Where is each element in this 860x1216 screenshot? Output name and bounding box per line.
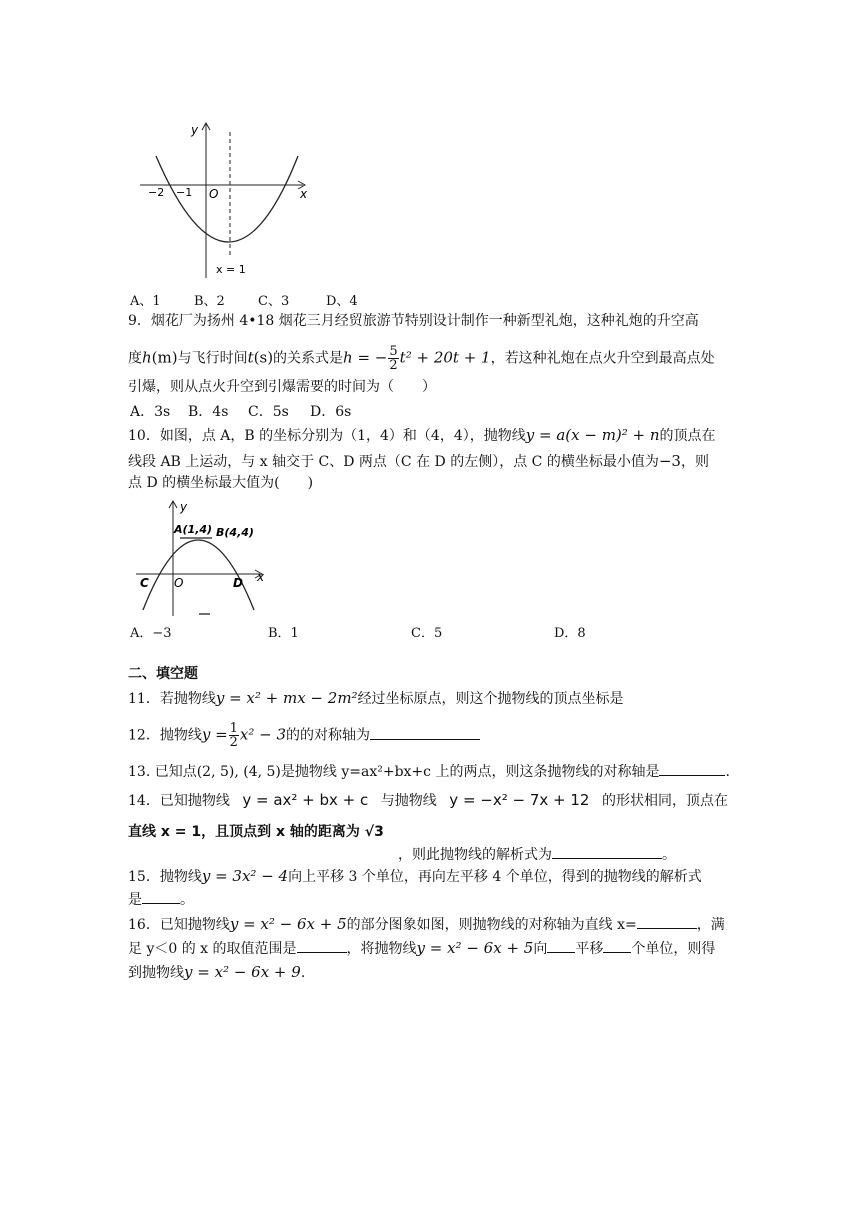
q14-line1: 14．已知抛物线 y = ax² + bx + c 与抛物线 y = −x² − 7x + 12 的形状相同，顶点在 bbox=[128, 791, 728, 809]
y-axis-label: y bbox=[180, 500, 188, 514]
q10-options bbox=[130, 622, 586, 641]
q9-fraction: $\frac{5}{2}$ bbox=[389, 344, 398, 373]
q10-option-d[interactable]: D．8 bbox=[554, 626, 586, 641]
q16-line3: 到抛物线y = x² − 6x + 9. bbox=[128, 963, 306, 981]
q10-line1: 10．如图，点 A，B 的坐标分别为（1，4）和（4，4），抛物线y = a(x − m)² + n的顶点在 bbox=[128, 426, 716, 444]
tick-label-neg2: −2 bbox=[148, 186, 165, 199]
parabola-curve bbox=[156, 156, 298, 242]
q13: 13. 已知点(2, 5), (4, 5)是抛物线 y=ax²+bx+c 上的两点，则这条抛物线的对称轴是 . bbox=[128, 761, 730, 782]
tick-label-neg1: −1 bbox=[176, 186, 193, 199]
point-a-label: A(1,4) bbox=[174, 523, 213, 536]
parabola-figure-q10 bbox=[136, 498, 276, 620]
q10-option-a[interactable]: A．−3 bbox=[130, 626, 172, 641]
q9-option-c[interactable]: C．5s bbox=[248, 404, 289, 420]
q9-option-a[interactable]: A．3s bbox=[130, 404, 171, 420]
point-b-label: B(4,4) bbox=[216, 526, 254, 539]
q12: 12．抛物线y = $\frac{1}{2}$ x² − 3的的对称轴为 bbox=[128, 722, 480, 749]
q10-option-b[interactable]: B．1 bbox=[268, 626, 299, 641]
q8-options bbox=[130, 290, 358, 309]
point-d-label: D bbox=[233, 576, 243, 590]
q10-line2: 线段 AB 上运动，与 x 轴交于 C、D 两点（C 在 D 的左侧），点 C 的横坐标最小值为−3，则 bbox=[128, 452, 709, 470]
q11-formula: y = x² + mx − 2m² bbox=[215, 689, 358, 707]
q16-axis-blank[interactable] bbox=[637, 914, 697, 929]
q15-line1: 15．抛物线y = 3x² − 4向上平移 3 个单位，再向左平移 4 个单位，得到的抛物线的解析式 bbox=[128, 867, 702, 885]
q9-line2: 度h(m)与飞行时间t(s)的关系式是h = − $\frac{5}{2}$ t² + 20t + 1，若这种礼炮在点火升空到最高点处 bbox=[128, 344, 715, 373]
q9-options bbox=[130, 401, 351, 421]
q12-fraction: $\frac{1}{2}$ bbox=[229, 721, 238, 750]
q16-formula-2: y = x² − 6x + 5 bbox=[416, 939, 534, 957]
y-axis-label: y bbox=[191, 123, 199, 137]
q16-direction-blank[interactable] bbox=[547, 938, 575, 953]
q9-formula-rhs: t² + 20t + 1 bbox=[399, 348, 491, 367]
q16-formula-1: y = x² − 6x + 5 bbox=[229, 915, 347, 933]
parabola-figure-q8 bbox=[138, 120, 318, 282]
point-c-label: C bbox=[140, 576, 149, 590]
q14-answer-blank[interactable] bbox=[552, 844, 662, 859]
q16-line2: 足 y＜0 的 x 的取值范围是 ，将抛物线y = x² − 6x + 5向 平移 个单位，则得 bbox=[128, 939, 716, 957]
q16-range-blank[interactable] bbox=[297, 938, 347, 953]
q11: 11．若抛物线y = x² + mx − 2m²经过坐标原点，则这个抛物线的顶点坐标是 bbox=[128, 689, 624, 707]
q9-option-b[interactable]: B．4s bbox=[188, 404, 229, 420]
x-axis-label: x bbox=[300, 187, 308, 201]
origin-label: O bbox=[174, 576, 184, 590]
q9-formula-lhs: h = − bbox=[343, 348, 388, 367]
q10-line3: 点 D 的横坐标最大值为( ) bbox=[128, 475, 314, 491]
q14-line3: ，则此抛物线的解析式为 。 bbox=[398, 844, 676, 865]
q9-line3: 引爆，则从点火升空到引爆需要的时间为（ ） bbox=[128, 379, 436, 395]
origin-label: O bbox=[209, 187, 219, 201]
q8-option-d[interactable]: D、4 bbox=[326, 294, 358, 309]
q15-formula: y = 3x² − 4 bbox=[201, 867, 289, 885]
q8-option-a[interactable]: A、1 bbox=[130, 294, 161, 309]
q13-answer-blank[interactable] bbox=[659, 761, 725, 776]
q14-formula-1: y = ax² + bx + c bbox=[242, 791, 369, 809]
x-axis-label: x bbox=[257, 570, 265, 584]
q16-line1: 16．已知抛物线y = x² − 6x + 5的部分图象如图，则抛物线的对称轴为直线 x= ，满 bbox=[128, 915, 725, 933]
q14-formula-2: y = −x² − 7x + 12 bbox=[449, 791, 590, 809]
q10-formula: y = a(x − m)² + n bbox=[525, 426, 660, 444]
q15-answer-blank[interactable] bbox=[142, 889, 180, 904]
q8-option-b[interactable]: B、2 bbox=[194, 294, 225, 309]
q14-line2: 直线 x = 1，且顶点到 x 轴的距离为 √3 bbox=[128, 824, 384, 840]
q16-formula-3: y = x² − 6x + 9 bbox=[184, 963, 301, 981]
q10-option-c[interactable]: C．5 bbox=[411, 626, 443, 641]
parabola-curve bbox=[143, 540, 254, 610]
q9-option-d[interactable]: D．6s bbox=[310, 404, 352, 420]
section-heading-fill-in: 二、填空题 bbox=[128, 666, 198, 682]
symmetry-axis-label: x = 1 bbox=[216, 263, 246, 276]
q16-units-blank[interactable] bbox=[603, 938, 631, 953]
q8-option-c[interactable]: C、3 bbox=[258, 294, 290, 309]
q12-answer-blank[interactable] bbox=[370, 725, 480, 740]
q15-line2: 是 。 bbox=[128, 889, 194, 910]
q9-line1: 9．烟花厂为扬州 4•18 烟花三月经贸旅游节特别设计制作一种新型礼炮，这种礼炮的升空高 bbox=[128, 313, 699, 329]
